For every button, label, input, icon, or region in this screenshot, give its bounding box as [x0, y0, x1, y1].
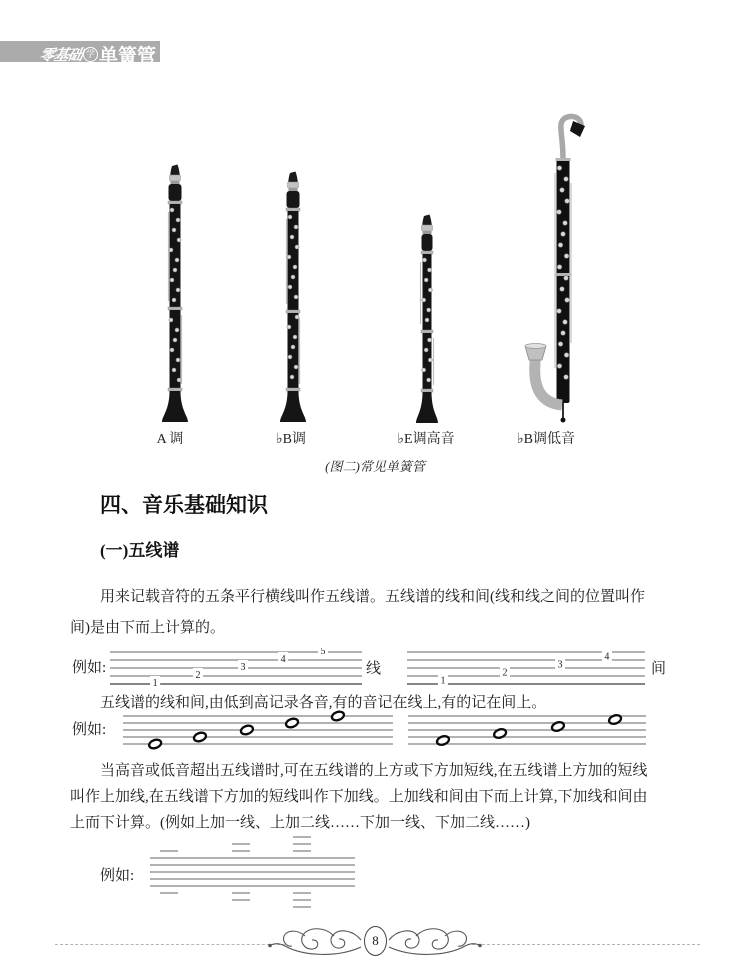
footer-dashed-line-left [55, 944, 285, 945]
clarinet-a-image [140, 164, 210, 424]
paragraph-3 [70, 758, 688, 836]
staff-lines-figure [110, 648, 362, 688]
clarinet-label: A 调 [156, 432, 184, 447]
svg-text:2: 2 [502, 667, 508, 679]
clarinet-bb-bass-image [513, 113, 591, 425]
svg-text:4: 4 [604, 651, 610, 663]
svg-text:1: 1 [152, 678, 158, 688]
staff-spaces-figure [407, 648, 645, 688]
paragraph-line: 当高音或低音超出五线谱时,可在五线谱的上方或下方加短线,在五线谱上方加的短线 [100, 763, 648, 779]
svg-text:4: 4 [280, 654, 286, 665]
paragraph-line: 用来记载音符的五条平行横线叫作五线谱。五线谱的线和间(线和线之间的位置叫作 [100, 589, 645, 605]
svg-text:3: 3 [240, 662, 246, 673]
paragraph-line: 五线谱的线和间,由低到高记录各音,有的音记在线上,有的记在间上。 [100, 695, 547, 711]
sub-heading: (一)五线谱 [100, 541, 180, 560]
clarinet-label: ♭E调高音 [397, 432, 455, 447]
clarinet-bb-image [258, 171, 328, 424]
clarinet-eb-soprano-image [392, 214, 462, 425]
example-label: 例如: [72, 722, 107, 738]
ledger-lines-figure [150, 834, 355, 912]
paragraph-line: 叫作上加线,在五线谱下方加的短线叫作下加线。上加线和间由下而上计算,下加线和间由 [70, 789, 648, 805]
svg-text:1: 1 [440, 675, 446, 687]
paragraph-line: 上而下计算。(例如上加一线、上加二线……下加一线、下加二线……) [70, 815, 530, 831]
section-heading: 四、音乐基础知识 [100, 494, 268, 517]
page-number-badge: 8 [364, 926, 387, 956]
paragraph-line: 间)是由下而上计算的。 [70, 620, 225, 636]
clarinet-label: ♭B调低音 [517, 432, 575, 447]
clarinet-label: ♭B调 [276, 432, 306, 447]
paragraph-1 [70, 582, 688, 644]
logo-series-text: 零基础 [38, 47, 84, 64]
logo-title-text: 单簧管 [99, 45, 157, 67]
example-label: 例如: [100, 868, 135, 884]
svg-text:5: 5 [320, 648, 326, 657]
treble-clef-icon [157, 40, 174, 77]
space-suffix-label: 间 [651, 661, 667, 677]
line-suffix-label: 线 [366, 661, 382, 677]
example-label: 例如: [72, 660, 107, 676]
staff-notes-in-spaces-figure [408, 707, 646, 753]
footer-dashed-line-right [467, 944, 700, 945]
series-logo [40, 36, 174, 72]
staff-notes-on-lines-figure [123, 707, 393, 753]
logo-circle-char: 学 [83, 47, 98, 62]
svg-text:3: 3 [557, 659, 563, 671]
figure-caption: (图二)常见单簧管 [325, 459, 425, 474]
svg-text:2: 2 [195, 670, 201, 681]
